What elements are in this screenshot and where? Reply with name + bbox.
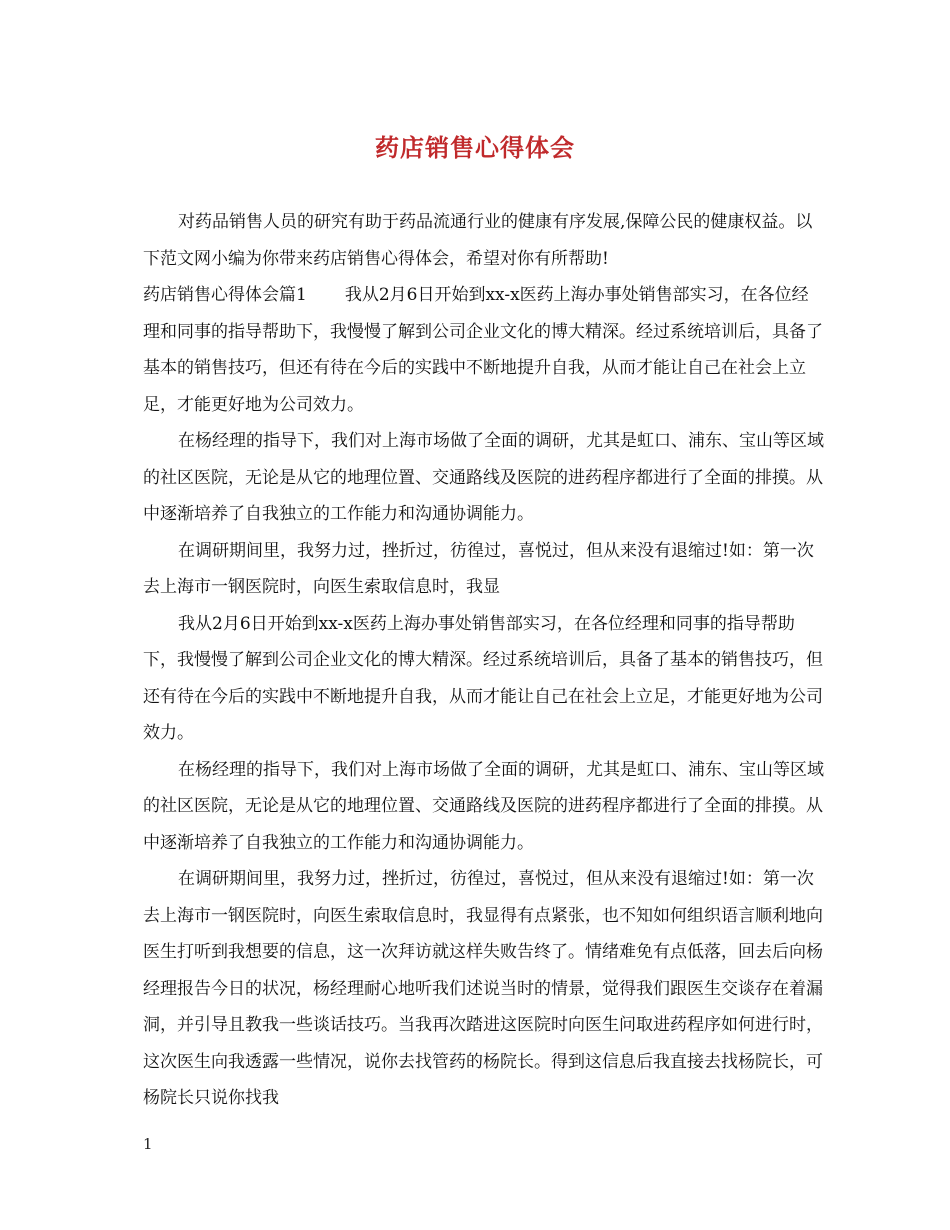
- paragraph-survey: 在杨经理的指导下，我们对上海市场做了全面的调研，尤其是虹口、浦东、宝山等区域的社区医院，无论是从它的地理位置、交通路线及医院的进药程序都进行了全面的排摸。从中逐渐培养了自我独立的工作能力和沟通协调能力。: [143, 431, 824, 524]
- intro-paragraph: 对药品销售人员的研究有助于药品流通行业的健康有序发展,保障公民的健康权益。以下范文网小编为你带来药店销售心得体会，希望对你有所帮助!: [143, 212, 813, 269]
- section-first-paragraph: 我从2月6日开始到xx-x医药上海办事处销售部实习，在各位经理和同事的指导帮助下，我慢慢了解到公司企业文化的博大精深。经过系统培训后，具备了基本的销售技巧，但还有待在今后的实践中不断地提升自我，从而才能让自己在社会上立足，才能更好地为公司效力。: [143, 285, 823, 415]
- paragraph-struggle: 在调研期间里，我努力过，挫折过，彷徨过，喜悦过，但从来没有退缩过!如：第一次去上海市一钢医院时，向医生索取信息时，我显: [143, 540, 814, 597]
- paragraph-internship: 我从2月6日开始到xx-x医药上海办事处销售部实习，在各位经理和同事的指导帮助下，我慢慢了解到公司企业文化的博大精深。经过系统培训后，具备了基本的销售技巧，但还有待在今后的实践中不断地提升自我，从而才能让自己在社会上立足，才能更好地为公司效力。: [143, 613, 823, 743]
- document-body: [143, 204, 825, 1117]
- page-number: 1: [143, 1135, 153, 1153]
- section-heading: 药店销售心得体会篇1: [143, 285, 307, 305]
- section-one-paragraph: [143, 277, 825, 423]
- paragraph-hospital-visit: 在调研期间里，我努力过，挫折过，彷徨过，喜悦过，但从来没有退缩过!如：第一次去上海市一钢医院时，向医生索取信息时，我显得有点紧张，也不知如何组织语言顺利地向医生打听到我想要的信息，这一次拜访就这样失败告终了。情绪难免有点低落，回去后向杨经理报告今日的状况，杨经理耐心地听我们述说当时的情景，觉得我们跟医生交谈存在着漏洞，并引导且教我一些谈话技巧。当我再次踏进这医院时向医生问取进药程序如何进行时，这次医生向我透露一些情况，说你去找管药的杨院长。得到这信息后我直接去找杨院长，可杨院长只说你找我: [143, 869, 823, 1108]
- document-title: 药店销售心得体会: [375, 133, 575, 162]
- paragraph-survey-repeat: 在杨经理的指导下，我们对上海市场做了全面的调研，尤其是虹口、浦东、宝山等区域的社区医院，无论是从它的地理位置、交通路线及医院的进药程序都进行了全面的排摸。从中逐渐培养了自我独立的工作能力和沟通协调能力。: [143, 759, 824, 853]
